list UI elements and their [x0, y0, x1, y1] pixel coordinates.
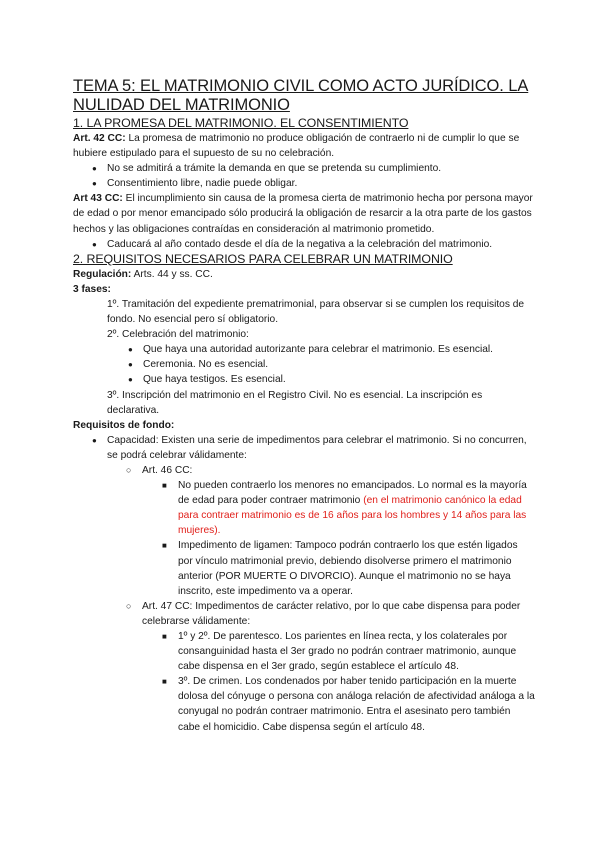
list-item: ● Que haya una autoridad autorizante para celebrar el matrimonio. Es esencial.	[126, 342, 535, 357]
art47-list	[161, 629, 535, 735]
section-2-heading: 2. REQUISITOS NECESARIOS PARA CELEBRAR UN MATRIMONIO	[73, 251, 453, 266]
regulacion-text: Arts. 44 y ss. CC.	[131, 268, 213, 280]
list-item: ● No se admitirá a trámite la demanda en que se pretenda su cumplimiento.	[90, 161, 535, 176]
art47-text: Art. 47 CC: Impedimentos de carácter relativo, por lo que cabe dispensa para poder celebrarse válidamente:	[142, 600, 521, 627]
list-item: ● Consentimiento libre, nadie puede obligar.	[90, 176, 535, 191]
list-item	[161, 478, 535, 538]
list-item: ■ 1º y 2º. De parentesco. Los parientes en línea recta, y los colaterales por consanguinidad hasta el 3er grado no podrán contraer matrimonio, aunque cabe dispensa en el 3er grado, según establece el artículo 48.	[161, 629, 535, 674]
art42-paragraph	[73, 131, 535, 161]
list-item: ● Ceremonia. No es esencial.	[126, 357, 535, 372]
list-item	[90, 433, 535, 735]
section-1-heading: 1. LA PROMESA DEL MATRIMONIO. EL CONSENTIMIENTO	[73, 116, 409, 130]
art46-label: Art. 46 CC:	[142, 464, 193, 476]
list-item: ■ Impedimento de ligamen: Tampoco podrán contraerlo los que estén ligados por vínculo matrimonial previo, debiendo disolverse primero el matrimonio anterior (POR MUERTE O DIVORCIO). Aunque el matrimonio no se haya inscrito, este impedimento va a operar.	[161, 538, 535, 598]
art43-bullets	[90, 237, 535, 252]
art42-text: La promesa de matrimonio no produce obligación de contraerlo ni de cumplir lo que se hubiere estipulado para el supuesto de su no celebración.	[73, 133, 520, 160]
art43-label: Art 43 CC:	[73, 193, 123, 205]
art42-bullets	[90, 161, 535, 191]
art42-label: Art. 42 CC:	[73, 133, 126, 144]
fase-1: 1º. Tramitación del expediente prematrimonial, para observar si se cumplen los requisitos de fondo. No esencial pero sí obligatorio.	[107, 298, 525, 326]
requisitos-list	[90, 433, 535, 735]
fase-2-list	[126, 342, 535, 387]
list-item: ■ 3º. De crimen. Los condenados por haber tenido participación en la muerte dolosa del cónyuge o persona con análoga relación de afectividad análoga a la conyugal no podrán contraer matrimonio. Entra el asesinato pero también cabe el homicidio. Cabe dispensa según el artículo 48.	[161, 674, 535, 734]
list-item	[125, 599, 535, 735]
art43-paragraph	[73, 191, 535, 236]
articles-list	[125, 463, 535, 735]
list-item	[125, 463, 535, 599]
requisitos-label: Requisitos de fondo:	[73, 419, 175, 431]
art46-a-text: No pueden contraerlo los menores no emancipados. Lo normal es la mayoría de edad para poder contraer matrimonio	[178, 480, 527, 507]
regulacion-label: Regulación:	[73, 268, 132, 280]
document-page	[73, 77, 535, 735]
art43-text: El incumplimiento sin causa de la promesa cierta de matrimonio hecha por persona mayor de edad o por menor emancipado sólo producirá la obligación de resarcir a la otra parte de los gastos hechos y las obligaciones contraídas en consideración al matrimonio prometido.	[73, 193, 533, 235]
list-item: ● Caducará al año contado desde el día de la negativa a la celebración del matrimonio.	[90, 237, 535, 252]
fase-3: 3º. Inscripción del matrimonio en el Registro Civil. No es esencial. La inscripción es declarativa.	[107, 389, 483, 416]
fase-2: 2º. Celebración del matrimonio:	[107, 329, 249, 341]
list-item: ● Que haya testigos. Es esencial.	[126, 372, 535, 387]
page-title: TEMA 5: EL MATRIMONIO CIVIL COMO ACTO JURÍDICO. LA NULIDAD DEL MATRIMONIO	[73, 77, 529, 114]
regulacion-paragraph	[73, 267, 535, 282]
art46-a-red-note: (en el matrimonio canónico la edad para contraer matrimonio es de 16 años para los hombres y 14 años para las mujeres).	[178, 495, 527, 537]
art46-list	[161, 478, 535, 599]
fases-label: 3 fases:	[73, 283, 111, 295]
capacidad-text: Capacidad: Existen una serie de impedimentos para celebrar el matrimonio. Si no concurren, se podrá celebrar válidamente:	[107, 434, 527, 461]
